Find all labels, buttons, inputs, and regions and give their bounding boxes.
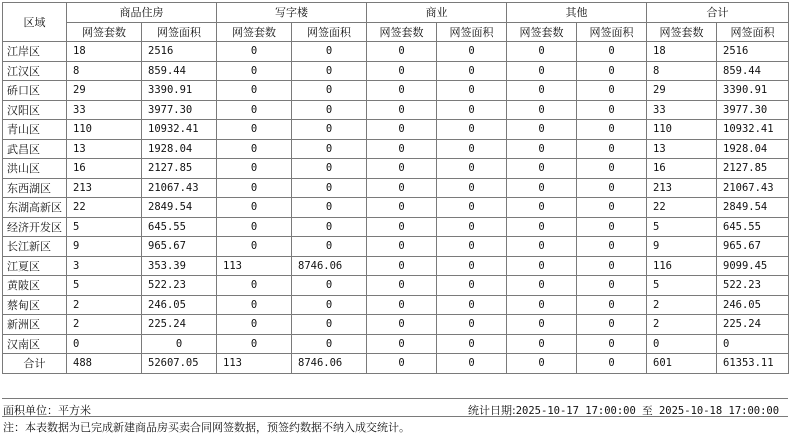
area-cell: 522.23	[142, 276, 217, 296]
area-cell: 1928.04	[142, 139, 217, 159]
count-cell: 0	[217, 100, 292, 120]
area-cell: 3390.91	[717, 81, 789, 101]
count-cell: 0	[217, 42, 292, 62]
count-cell: 0	[367, 276, 437, 296]
count-cell: 22	[647, 198, 717, 218]
stat-date-label: 统计日期:	[468, 404, 516, 417]
count-subheader: 网签套数	[507, 22, 577, 42]
count-cell: 0	[507, 237, 577, 257]
area-cell: 0	[437, 354, 507, 374]
area-cell: 3977.30	[142, 100, 217, 120]
area-cell: 61353.11	[717, 354, 789, 374]
area-cell: 0	[292, 198, 367, 218]
area-cell: 0	[577, 315, 647, 335]
count-cell: 2	[67, 295, 142, 315]
region-cell: 武昌区	[3, 139, 67, 159]
count-cell: 0	[217, 120, 292, 140]
area-cell: 0	[437, 61, 507, 81]
area-cell: 0	[437, 237, 507, 257]
count-cell: 213	[647, 178, 717, 198]
area-cell: 0	[437, 139, 507, 159]
region-cell: 蔡甸区	[3, 295, 67, 315]
area-cell: 0	[437, 217, 507, 237]
count-cell: 8	[67, 61, 142, 81]
table-row	[3, 100, 789, 120]
area-cell: 645.55	[142, 217, 217, 237]
count-cell: 0	[507, 159, 577, 179]
table-note: 注：本表数据为已完成新建商品房买卖合同网签数据，预签约数据不纳入成交统计。	[3, 421, 410, 434]
area-cell: 0	[577, 120, 647, 140]
area-cell: 0	[292, 81, 367, 101]
region-header: 区域	[3, 3, 67, 42]
area-cell: 0	[577, 159, 647, 179]
area-cell: 0	[292, 237, 367, 257]
area-cell: 0	[292, 276, 367, 296]
region-cell: 新洲区	[3, 315, 67, 335]
group-header: 写字楼	[217, 3, 367, 23]
area-cell: 225.24	[717, 315, 789, 335]
area-cell: 3977.30	[717, 100, 789, 120]
group-header: 商品住房	[67, 3, 217, 23]
count-cell: 0	[217, 139, 292, 159]
count-cell: 0	[367, 81, 437, 101]
count-cell: 110	[67, 120, 142, 140]
table-row	[3, 276, 789, 296]
footer-divider	[2, 398, 788, 399]
region-cell: 江夏区	[3, 256, 67, 276]
area-cell: 0	[577, 178, 647, 198]
count-cell: 488	[67, 354, 142, 374]
area-cell: 8746.06	[292, 354, 367, 374]
area-cell: 0	[437, 120, 507, 140]
count-cell: 8	[647, 61, 717, 81]
count-cell: 0	[507, 42, 577, 62]
area-subheader: 网签面积	[717, 22, 789, 42]
count-cell: 0	[217, 198, 292, 218]
count-cell: 18	[67, 42, 142, 62]
region-cell: 经济开发区	[3, 217, 67, 237]
area-cell: 859.44	[717, 61, 789, 81]
area-cell: 0	[292, 139, 367, 159]
region-cell: 硚口区	[3, 81, 67, 101]
area-cell: 246.05	[142, 295, 217, 315]
area-cell: 1928.04	[717, 139, 789, 159]
count-cell: 0	[507, 61, 577, 81]
area-cell: 0	[437, 42, 507, 62]
table-row	[3, 178, 789, 198]
table-header	[3, 3, 789, 42]
count-cell: 2	[67, 315, 142, 335]
count-cell: 18	[647, 42, 717, 62]
area-subheader: 网签面积	[437, 22, 507, 42]
count-cell: 0	[367, 256, 437, 276]
area-cell: 2127.85	[717, 159, 789, 179]
count-subheader: 网签套数	[367, 22, 437, 42]
count-cell: 13	[67, 139, 142, 159]
count-cell: 0	[507, 256, 577, 276]
count-cell: 0	[367, 295, 437, 315]
area-cell: 0	[292, 61, 367, 81]
table-row	[3, 237, 789, 257]
group-header: 合计	[647, 3, 789, 23]
area-cell: 0	[577, 198, 647, 218]
count-cell: 9	[67, 237, 142, 257]
count-subheader: 网签套数	[647, 22, 717, 42]
region-cell: 江汉区	[3, 61, 67, 81]
count-cell: 110	[647, 120, 717, 140]
count-cell: 0	[367, 315, 437, 335]
area-cell: 0	[292, 217, 367, 237]
table-row	[3, 295, 789, 315]
table-row	[3, 217, 789, 237]
area-cell: 0	[437, 100, 507, 120]
count-cell: 0	[507, 178, 577, 198]
table-row	[3, 198, 789, 218]
count-cell: 0	[217, 81, 292, 101]
region-cell: 汉南区	[3, 334, 67, 354]
area-cell: 965.67	[142, 237, 217, 257]
footer-divider-2	[2, 416, 788, 417]
count-cell: 3	[67, 256, 142, 276]
total-row	[3, 354, 789, 374]
area-cell: 10932.41	[142, 120, 217, 140]
table-row	[3, 256, 789, 276]
table-row	[3, 139, 789, 159]
area-cell: 0	[577, 354, 647, 374]
count-cell: 22	[67, 198, 142, 218]
area-cell: 0	[437, 178, 507, 198]
count-cell: 0	[367, 237, 437, 257]
count-cell: 0	[507, 120, 577, 140]
count-cell: 0	[507, 334, 577, 354]
region-cell: 青山区	[3, 120, 67, 140]
area-cell: 0	[717, 334, 789, 354]
area-cell: 0	[577, 100, 647, 120]
area-cell: 0	[577, 256, 647, 276]
count-cell: 0	[507, 217, 577, 237]
count-cell: 0	[367, 42, 437, 62]
area-cell: 0	[577, 81, 647, 101]
area-cell: 0	[437, 315, 507, 335]
count-cell: 0	[217, 178, 292, 198]
area-cell: 0	[577, 42, 647, 62]
count-cell: 5	[647, 217, 717, 237]
sales-table	[2, 2, 789, 374]
area-cell: 21067.43	[717, 178, 789, 198]
area-cell: 2849.54	[717, 198, 789, 218]
area-cell: 2849.54	[142, 198, 217, 218]
unit-note: 面积单位：平方米	[3, 404, 91, 417]
count-cell: 601	[647, 354, 717, 374]
count-cell: 13	[647, 139, 717, 159]
count-cell: 5	[67, 276, 142, 296]
count-cell: 0	[507, 139, 577, 159]
count-cell: 33	[647, 100, 717, 120]
region-cell: 江岸区	[3, 42, 67, 62]
region-cell: 汉阳区	[3, 100, 67, 120]
count-cell: 0	[367, 100, 437, 120]
count-cell: 33	[67, 100, 142, 120]
group-header: 商业	[367, 3, 507, 23]
region-cell: 东西湖区	[3, 178, 67, 198]
area-subheader: 网签面积	[577, 22, 647, 42]
area-cell: 645.55	[717, 217, 789, 237]
count-cell: 0	[367, 198, 437, 218]
area-cell: 10932.41	[717, 120, 789, 140]
region-cell: 洪山区	[3, 159, 67, 179]
area-cell: 2516	[717, 42, 789, 62]
area-cell: 2516	[142, 42, 217, 62]
count-cell: 0	[217, 217, 292, 237]
area-cell: 0	[292, 120, 367, 140]
count-cell: 0	[217, 61, 292, 81]
count-cell: 0	[217, 315, 292, 335]
count-cell: 116	[647, 256, 717, 276]
count-cell: 0	[367, 334, 437, 354]
area-cell: 0	[292, 178, 367, 198]
area-cell: 0	[437, 81, 507, 101]
count-cell: 113	[217, 354, 292, 374]
count-cell: 113	[217, 256, 292, 276]
count-cell: 16	[67, 159, 142, 179]
count-cell: 0	[507, 315, 577, 335]
table-row	[3, 159, 789, 179]
table-row	[3, 334, 789, 354]
group-header: 其他	[507, 3, 647, 23]
area-cell: 965.67	[717, 237, 789, 257]
count-subheader: 网签套数	[217, 22, 292, 42]
area-cell: 0	[292, 100, 367, 120]
count-cell: 0	[507, 81, 577, 101]
area-cell: 0	[142, 334, 217, 354]
table-body	[3, 42, 789, 374]
count-cell: 0	[67, 334, 142, 354]
area-cell: 0	[437, 276, 507, 296]
area-cell: 0	[292, 295, 367, 315]
count-cell: 0	[507, 354, 577, 374]
area-cell: 0	[292, 315, 367, 335]
table-row	[3, 42, 789, 62]
area-cell: 0	[577, 334, 647, 354]
area-cell: 522.23	[717, 276, 789, 296]
count-cell: 0	[507, 198, 577, 218]
region-cell: 黄陂区	[3, 276, 67, 296]
count-cell: 0	[367, 139, 437, 159]
area-cell: 0	[577, 237, 647, 257]
area-cell: 0	[437, 334, 507, 354]
region-cell: 长江新区	[3, 237, 67, 257]
count-cell: 0	[217, 334, 292, 354]
area-cell: 0	[577, 217, 647, 237]
area-cell: 0	[577, 276, 647, 296]
table-row	[3, 81, 789, 101]
count-cell: 213	[67, 178, 142, 198]
count-cell: 0	[217, 159, 292, 179]
count-cell: 0	[647, 334, 717, 354]
count-cell: 9	[647, 237, 717, 257]
area-cell: 0	[437, 198, 507, 218]
count-cell: 0	[507, 276, 577, 296]
area-cell: 8746.06	[292, 256, 367, 276]
area-cell: 0	[437, 159, 507, 179]
area-cell: 0	[292, 334, 367, 354]
area-cell: 0	[437, 295, 507, 315]
area-cell: 52607.05	[142, 354, 217, 374]
count-cell: 16	[647, 159, 717, 179]
count-subheader: 网签套数	[67, 22, 142, 42]
count-cell: 0	[367, 61, 437, 81]
table-row	[3, 61, 789, 81]
area-cell: 0	[292, 159, 367, 179]
area-cell: 246.05	[717, 295, 789, 315]
area-cell: 9099.45	[717, 256, 789, 276]
count-cell: 0	[507, 295, 577, 315]
area-cell: 0	[577, 295, 647, 315]
count-cell: 0	[367, 217, 437, 237]
area-cell: 3390.91	[142, 81, 217, 101]
count-cell: 0	[217, 276, 292, 296]
stat-date-range: 2025-10-17 17:00:00 至 2025-10-18 17:00:00	[515, 405, 780, 417]
count-cell: 2	[647, 295, 717, 315]
count-cell: 0	[217, 295, 292, 315]
area-cell: 0	[437, 256, 507, 276]
area-cell: 0	[577, 139, 647, 159]
region-cell: 东湖高新区	[3, 198, 67, 218]
area-cell: 21067.43	[142, 178, 217, 198]
area-cell: 0	[292, 42, 367, 62]
region-cell: 合计	[3, 354, 67, 374]
table-row	[3, 315, 789, 335]
area-cell: 859.44	[142, 61, 217, 81]
count-cell: 0	[217, 237, 292, 257]
count-cell: 5	[67, 217, 142, 237]
table-row	[3, 120, 789, 140]
count-cell: 29	[67, 81, 142, 101]
count-cell: 0	[367, 120, 437, 140]
area-cell: 225.24	[142, 315, 217, 335]
count-cell: 0	[507, 100, 577, 120]
count-cell: 29	[647, 81, 717, 101]
area-subheader: 网签面积	[142, 22, 217, 42]
count-cell: 5	[647, 276, 717, 296]
area-cell: 0	[577, 61, 647, 81]
area-subheader: 网签面积	[292, 22, 367, 42]
count-cell: 0	[367, 159, 437, 179]
count-cell: 0	[367, 354, 437, 374]
count-cell: 2	[647, 315, 717, 335]
area-cell: 2127.85	[142, 159, 217, 179]
count-cell: 0	[367, 178, 437, 198]
area-cell: 353.39	[142, 256, 217, 276]
